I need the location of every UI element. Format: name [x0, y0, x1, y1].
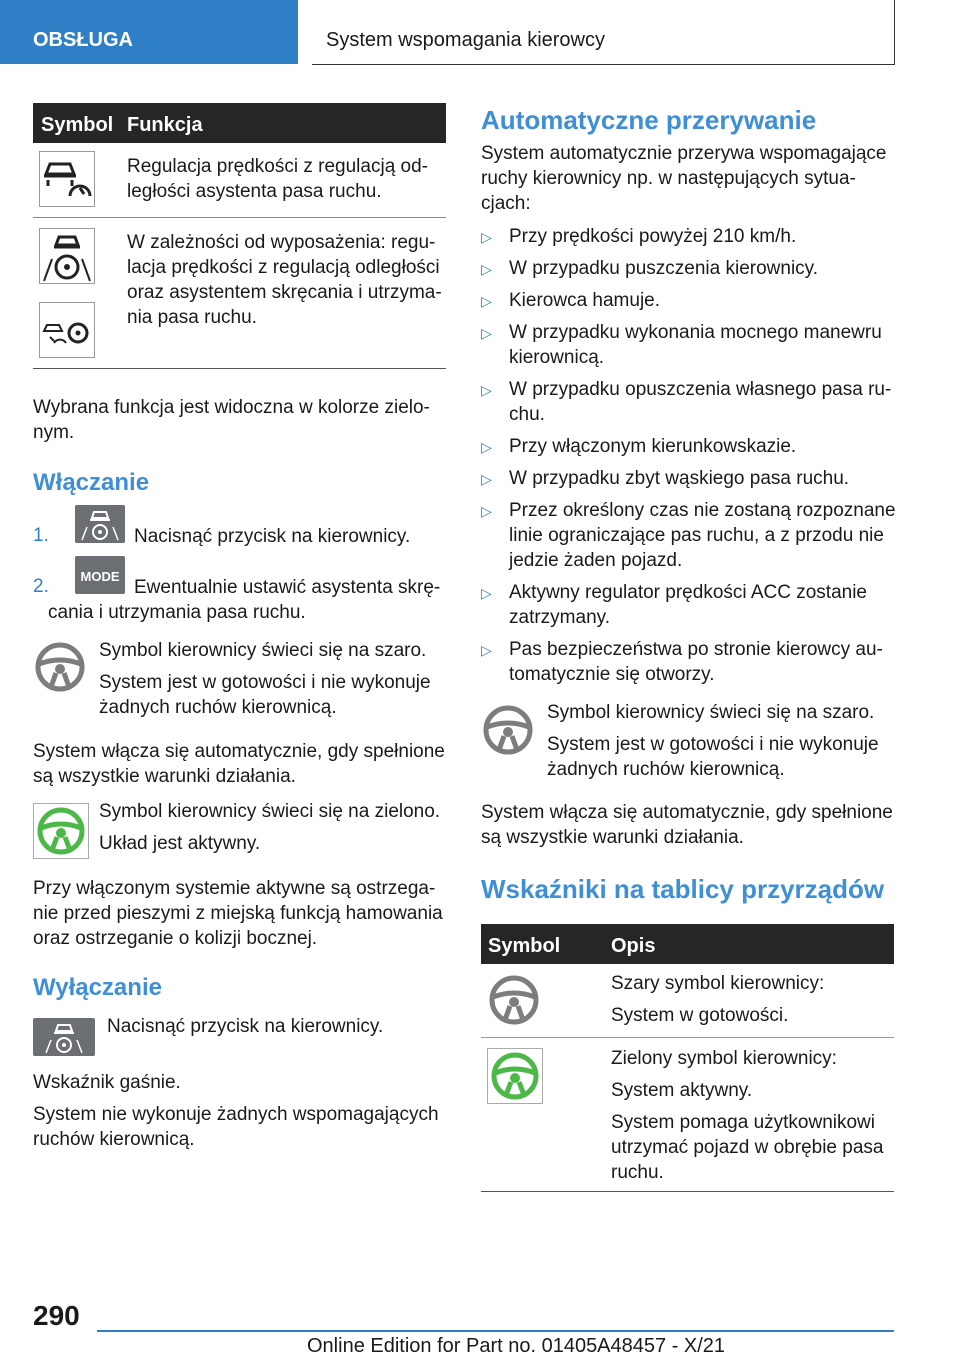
bullet-marker-icon: ▷	[481, 293, 492, 309]
bullet-marker-icon: ▷	[481, 642, 492, 658]
grey-symbol-text-2: Symbol kierownicy świeci się na szaro. System jest w gotowości i nie wykonuje żadnych ruchów kierownicą.	[547, 702, 879, 780]
steering-wheel-green-icon	[33, 803, 89, 859]
step1-text: Nacisnąć przycisk na kierownicy.	[134, 526, 411, 547]
auto-on-text-2: System włącza się automatycznie, gdy spełnione są wszystkie warunki działania.	[481, 802, 893, 848]
bullet-marker-icon: ▷	[481, 325, 492, 341]
warning-text: Przy włączonym systemie aktywne są ostrzega- nie przed pieszymi z miejską funkcją hamowania oraz ostrzeganie o kolizji bocznej.	[33, 878, 443, 949]
indicator-table-header	[481, 924, 894, 964]
row1-text: Regulacja prędkości z regulacją od- ległości asystenta pasa ruchu.	[127, 156, 428, 202]
table-header	[33, 103, 446, 143]
edition-text: Online Edition for Part no. 01405A48457 - X/21	[307, 1335, 726, 1357]
heading-switch-on: Włączanie	[33, 469, 150, 496]
page-number: 290	[33, 1300, 80, 1331]
list-item: W przypadku puszczenia kierownicy.	[509, 258, 819, 279]
steering-assist-button-icon-off	[33, 1018, 95, 1056]
list-item: W przypadku opuszczenia własnego pasa ru- chu.	[509, 379, 892, 425]
col-function: Funkcja	[127, 114, 203, 136]
col-symbol-2: Symbol	[488, 935, 561, 957]
footer-rule	[97, 1330, 894, 1332]
list-item: W przypadku wykonania mocnego manewru kierownicą.	[509, 322, 882, 368]
heading-switch-off: Wyłączanie	[33, 974, 162, 1001]
function-table	[33, 103, 446, 143]
auto-intro: System automatycznie przerywa wspomagające ruchy kierownicy np. w następujących sytua- cjach:	[481, 143, 887, 214]
mode-button-icon	[75, 556, 125, 594]
off-after-1: Wskaźnik gaśnie.	[33, 1072, 181, 1093]
off-after-2: System nie wykonuje żadnych wspomagających ruchów kierownicą.	[33, 1104, 439, 1150]
bullet-marker-icon: ▷	[481, 585, 492, 601]
acc-lane-icon	[39, 151, 95, 207]
list-item: Przy prędkości powyżej 210 km/h.	[509, 226, 797, 247]
table-bottom-rule	[33, 368, 446, 369]
list-item: Aktywny regulator prędkości ACC zostanie zatrzymany.	[509, 582, 867, 628]
steering-wheel-grey-icon	[33, 640, 87, 694]
green-symbol-text: Symbol kierownicy świeci się na zielono. Układ jest aktywny.	[99, 801, 441, 854]
step2-line2: cania i utrzymania pasa ruchu.	[48, 602, 306, 623]
off-text: Nacisnąć przycisk na kierownicy.	[107, 1016, 384, 1037]
chapter-title: System wspomagania kierowcy	[326, 29, 605, 51]
heading-auto-interrupt: Automatyczne przerywanie	[481, 105, 817, 135]
bullet-marker-icon: ▷	[481, 261, 492, 277]
bullet-marker-icon: ▷	[481, 439, 492, 455]
grey-symbol-text: Symbol kierownicy świeci się na szaro. System jest w gotowości i nie wykonuje żadnych ruchów kierownicą.	[99, 640, 431, 718]
indicator-row-divider	[481, 1037, 894, 1038]
list-item: Kierowca hamuje.	[509, 290, 661, 311]
steering-assist-button-icon	[75, 505, 125, 543]
acc-steer-icon	[39, 302, 95, 358]
steering-wheel-grey-icon-2	[481, 703, 535, 757]
auto-on-text: System włącza się automatycznie, gdy spełnione są wszystkie warunki działania.	[33, 741, 445, 787]
indicator-table-bottom-rule	[481, 1191, 894, 1192]
step2-line1: Ewentualnie ustawić asystenta skrę-	[134, 577, 441, 598]
section-label: OBSŁUGA	[33, 29, 133, 51]
col-symbol: Symbol	[41, 114, 114, 136]
mode-button-label: MODE	[80, 569, 120, 584]
row-divider	[33, 217, 446, 218]
bullet-marker-icon: ▷	[481, 503, 492, 519]
chapter-header	[312, 0, 895, 65]
list-item: Pas bezpieczeństwa po stronie kierowcy au- tomatycznie się otworzy.	[509, 639, 883, 685]
indicator-row1-text: Szary symbol kierownicy: System w gotowości.	[611, 973, 825, 1026]
section-tab	[0, 0, 298, 64]
indicator-green-wheel-icon	[487, 1048, 543, 1104]
heading-indicators: Wskaźniki na tablicy przyrządów	[481, 874, 885, 904]
indicator-row2-text: Zielony symbol kierownicy: System aktywny. System pomaga użytkownikowi utrzymać pojazd w obrębie pasa ruchu.	[611, 1048, 884, 1183]
indicator-table	[481, 924, 894, 964]
bullet-marker-icon: ▷	[481, 471, 492, 487]
lane-steer-icon	[39, 228, 95, 284]
bullet-marker-icon: ▷	[481, 382, 492, 398]
indicator-grey-wheel-icon	[487, 973, 541, 1027]
bullet-marker-icon: ▷	[481, 229, 492, 245]
list-item: W przypadku zbyt wąskiego pasa ruchu.	[509, 468, 850, 489]
green-note: Wybrana funkcja jest widoczna w kolorze zielo- nym.	[33, 397, 430, 443]
step2-number: 2.	[33, 576, 49, 597]
list-item: Przez określony czas nie zostaną rozpoznane linie ograniczające pas ruchu, a z przodu nie jedzie żaden pojazd.	[509, 500, 896, 571]
list-item: Przy włączonym kierunkowskazie.	[509, 436, 797, 457]
step1-number: 1.	[33, 525, 49, 546]
col-description: Opis	[611, 935, 656, 957]
row2-text: W zależności od wyposażenia: regu- lacja prędkości z regulacją odległości oraz asystentem skręcania i utrzyma- nia pasa ruchu.	[127, 232, 442, 328]
